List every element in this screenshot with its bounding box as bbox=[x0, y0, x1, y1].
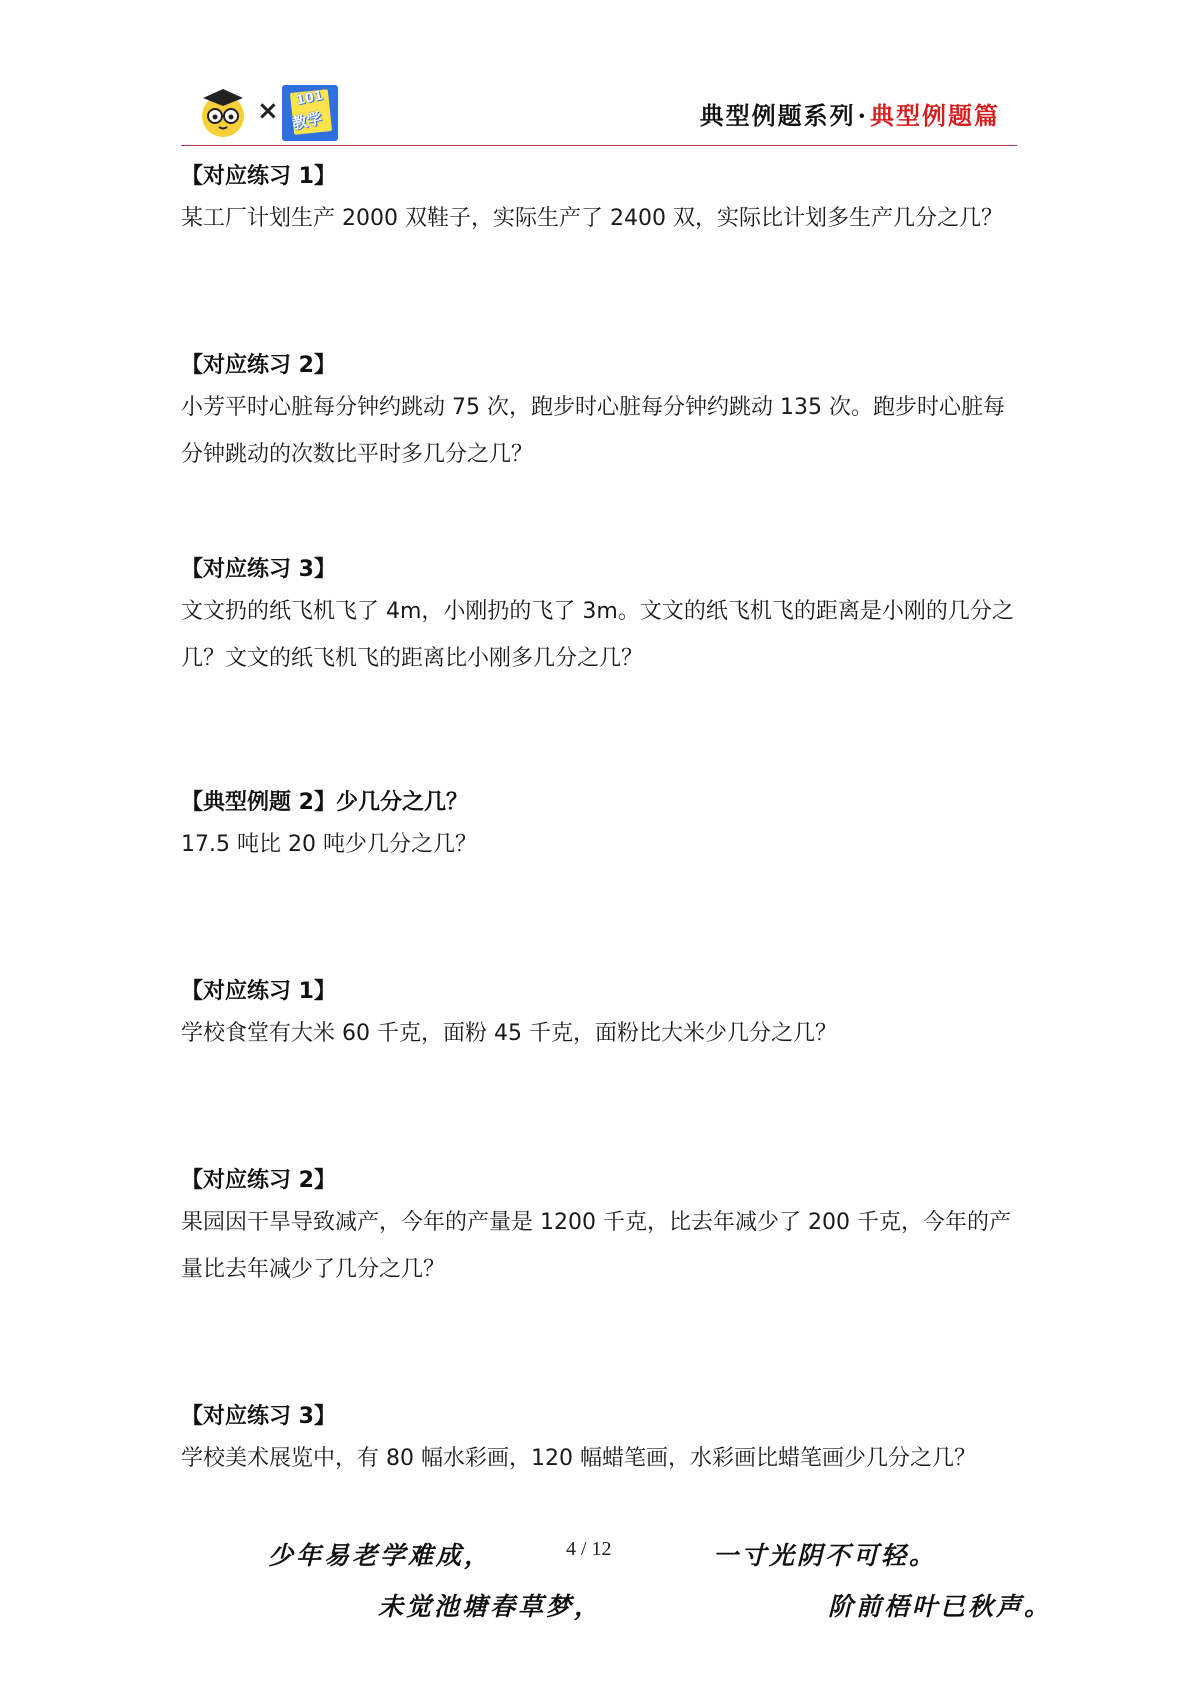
exercise-text: 学校美术展览中，有 80 幅水彩画，120 幅蜡笔画，水彩画比蜡笔画少几分之几？ bbox=[181, 1446, 976, 1471]
exercise-text: 某工厂计划生产 2000 双鞋子，实际生产了 2400 双，实际比计划多生产几分之几？ bbox=[181, 206, 1003, 231]
101-teaching-logo bbox=[282, 85, 338, 141]
header-separator: · bbox=[857, 101, 868, 130]
example-heading: 【典型例题 2】少几分之几？ bbox=[181, 790, 468, 815]
poem-line2-left: 未觉池塘春草梦， bbox=[378, 1592, 603, 1621]
exercise-text: 学校食堂有大米 60 千克，面粉 45 千克，面粉比大米少几分之几？ bbox=[181, 1021, 837, 1046]
times-sign: × bbox=[257, 96, 279, 126]
logo-text-jiaoxue: 教学 bbox=[290, 109, 324, 133]
header-divider bbox=[181, 145, 1017, 146]
exercise-heading: 【对应练习 2】 bbox=[181, 353, 336, 378]
page-number: 4 / 12 bbox=[566, 1538, 612, 1560]
exercise-heading: 【对应练习 3】 bbox=[181, 557, 336, 582]
series-name: 典型例题系列 bbox=[699, 101, 856, 130]
exercise-text: 小芳平时心脏每分钟约跳动 75 次，跑步时心脏每分钟约跳动 135 次。跑步时心脏每分钟跳动的次数比平时多几分之几？ bbox=[181, 395, 1005, 467]
exercise-text: 果园因干旱导致减产，今年的产量是 1200 千克，比去年减少了 200 千克，今年的产量比去年减少了几分之几？ bbox=[181, 1210, 1011, 1282]
exercise-heading: 【对应练习 1】 bbox=[181, 164, 336, 189]
poem-line2-right: 阶前梧叶已秋声。 bbox=[828, 1592, 1053, 1621]
chapter-name: 典型例题篇 bbox=[870, 101, 1000, 130]
example-text: 17.5 吨比 20 吨少几分之几？ bbox=[181, 832, 477, 857]
poem-line1-left: 少年易老学难成， bbox=[268, 1541, 493, 1570]
exercise-text: 文文扔的纸飞机飞了 4m，小刚扔的飞了 3m。文文的纸飞机飞的距离是小刚的几分之几？文文的纸飞机飞的距离比小刚多几分之几？ bbox=[181, 599, 1014, 671]
poem-line1-right: 一寸光阴不可轻。 bbox=[713, 1541, 938, 1570]
owl-logo-icon bbox=[197, 86, 249, 138]
header-title bbox=[700, 96, 1000, 131]
logo-text-101: 101 bbox=[294, 88, 325, 109]
exercise-heading: 【对应练习 3】 bbox=[181, 1404, 336, 1429]
exercise-heading: 【对应练习 1】 bbox=[181, 979, 336, 1004]
exercise-heading: 【对应练习 2】 bbox=[181, 1168, 336, 1193]
